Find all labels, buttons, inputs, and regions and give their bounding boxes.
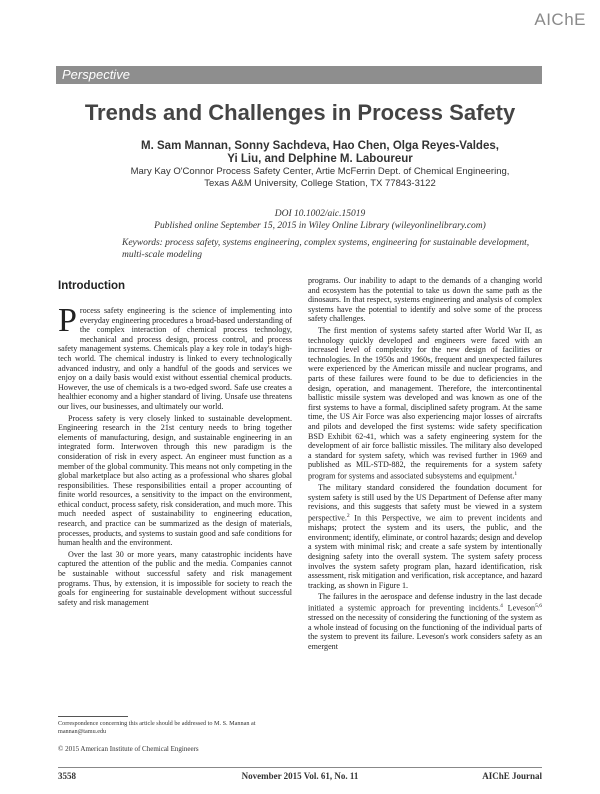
body-paragraph (308, 483, 542, 590)
affiliation (100, 166, 540, 190)
body-paragraph (308, 326, 542, 481)
reference-marker[interactable]: 4 (500, 602, 503, 609)
paragraph-text: Leveson (502, 603, 536, 613)
author-list (110, 140, 530, 166)
author-line: M. Sam Mannan, Sonny Sachdeva, Hao Chen, Olga Reyes-Valdes, (141, 140, 499, 152)
section-band (56, 66, 542, 84)
footer-divider (58, 767, 542, 768)
paragraph-text: The military standard considered the foundation document for system safety is still used by the US Department of Defense after many revisions, and this suggests that safety must be viewed in a system perspective. (308, 483, 542, 523)
affiliation-line: Texas A&M University, College Station, TX 77843-3122 (204, 178, 436, 189)
footnote-divider (58, 716, 128, 717)
paragraph-text: rocess safety engineering is the science of implementing into everyday engineering procedures a broad-based understanding of the complex interaction of chemical process technology, mechanical and process design, process control, and process safety management systems. Chemicals play a key role in today's high-tech world. The chemical industry is linked to every technologically advanced industry, and only a handful of the goods and services we enjoy on a daily basis would exist without essential chemical products. However, the use of chemicals is a two-edged sword. Safe use creates a healthier economy and a higher standard of living. Unsafe use threatens our lives, our businesses, and ultimately our world. (58, 306, 292, 411)
journal-name: AIChE Journal (482, 771, 542, 781)
affiliation-line: Mary Kay O'Connor Process Safety Center, Artie McFerrin Dept. of Chemical Engineering, (130, 166, 510, 177)
correspondence-footnote: Correspondence concerning this article should be addressed to M. S. Mannan at mannan@tamu.edu (58, 720, 256, 735)
reference-marker[interactable]: 1 (514, 470, 518, 477)
doi: DOI 10.1002/aic.15019 (274, 209, 366, 219)
copyright-notice: © 2015 American Institute of Chemical Engineers (58, 745, 199, 753)
doi-block (100, 208, 540, 232)
body-paragraph: Process safety is very closely linked to sustainable development. Engineering research in the 21st century needs to bring together elements of manufacturing, design, and sustainable engineering in an integrated form. Interwoven through this new paradigm is the consideration of risk in every aspect. An engineer must function as a member of the global community. This means not only competing in the global marketplace but also acting as a professional who shares global responsibilities. These responsibilities entail a proper accounting of finite world resources, a sensitivity to the impact on the environment, ethical conduct, process safety, risk consideration, and much more. This much needed aspect of sustainability to engineering education, research, and practice can be summarized as the design of materials, processes, products, and systems to sustain good and safe conditions for human health and the environment. (58, 413, 293, 548)
section-heading: Introduction (58, 280, 126, 292)
reference-marker[interactable]: 2 (346, 512, 350, 519)
paragraph-text: stressed on the necessity of considering the functioning of the system as a whole instead of focusing on the functioning of the individual parts of the system to prevent its failure. Leveson's work considers safety as an emergent (308, 613, 542, 652)
body-paragraph: programs. Our inability to adapt to the demands of a changing world and ecosystem has the potential to take us down the same path as the dinosaurs. In that respect, systems engineering and analysis of complex systems have the potential to identify and solve some of the process safety challenges. (308, 276, 542, 324)
paragraph-text: The failures in the aerospace and defense industry in the last decade initiated a systemic approach for preventing incidents. (308, 592, 542, 613)
body-paragraph (308, 592, 542, 651)
issue-info: November 2015 Vol. 61, No. 11 (241, 771, 359, 781)
journal-logo: AIChE (534, 10, 586, 29)
body-paragraph (58, 302, 292, 412)
body-paragraph: Over the last 30 or more years, many catastrophic incidents have captured the attention of the public and the media. Companies cannot be sustainable without successful safety and risk management programs. Thus, by extension, it is impossible for society to reach the goals for engineering for sustainable development without successful safety and risk management (58, 549, 292, 607)
drop-cap: P (58, 302, 77, 339)
paragraph-text: The first mention of systems safety started after World War II, as technology quickly developed and engineers were faced with an increased level of complexity for the new design of facilities or technologies. In the 1950s and 1960s, frequent and unexpected failures were experienced by the American missile and nuclear programs, and parts of these failures were found to be due to deficiencies in the design, operation, and management. Therefore, the intercontinental ballistic missile system was developed and was known as one of the first systems to have a formal, disciplined safety program. At the same time, the US Air Force was also experiencing major losses of aircrafts and pilots and developed the first systems: wide safety specification BSD Exhibit 62-41, which was a safety engineering system for the development of air force ballistic missiles. The military also developed a standard for system safety, which was revised further in 1969 and published as MIL-STD-882, the requirements for a system safety program for systems and associated subsystems and equipment. (308, 325, 542, 481)
author-line: Yi Liu, and Delphine M. Laboureur (227, 153, 413, 165)
left-column (58, 276, 292, 609)
published-online: Published online September 15, 2015 in Wiley Online Library (wileyonlinelibrary.com) (154, 221, 486, 231)
article-title: Trends and Challenges in Process Safety (84, 100, 516, 125)
page-number: 3558 (58, 771, 76, 781)
paragraph-text: In this Perspective, we aim to prevent incidents and mishaps; protect the system and its users, the public, and the environment; identify, eliminate, or control hazards; design and develop a system with minimal risk; and create a safe system by intentionally designing safety into the overall system. The system safety process involves the system safety program plan, hazard identification, risk assessment, risk mitigation and verification, risk acceptance, and hazard tracking, as shown in Figure 1. (308, 513, 542, 590)
section-label: Perspective (62, 67, 130, 82)
right-column (308, 276, 542, 654)
keywords: Keywords: process safety, systems engineering, complex systems, engineering for sustainable development, multi-scale modeling (122, 238, 530, 260)
reference-marker[interactable]: 5,6 (535, 602, 542, 609)
